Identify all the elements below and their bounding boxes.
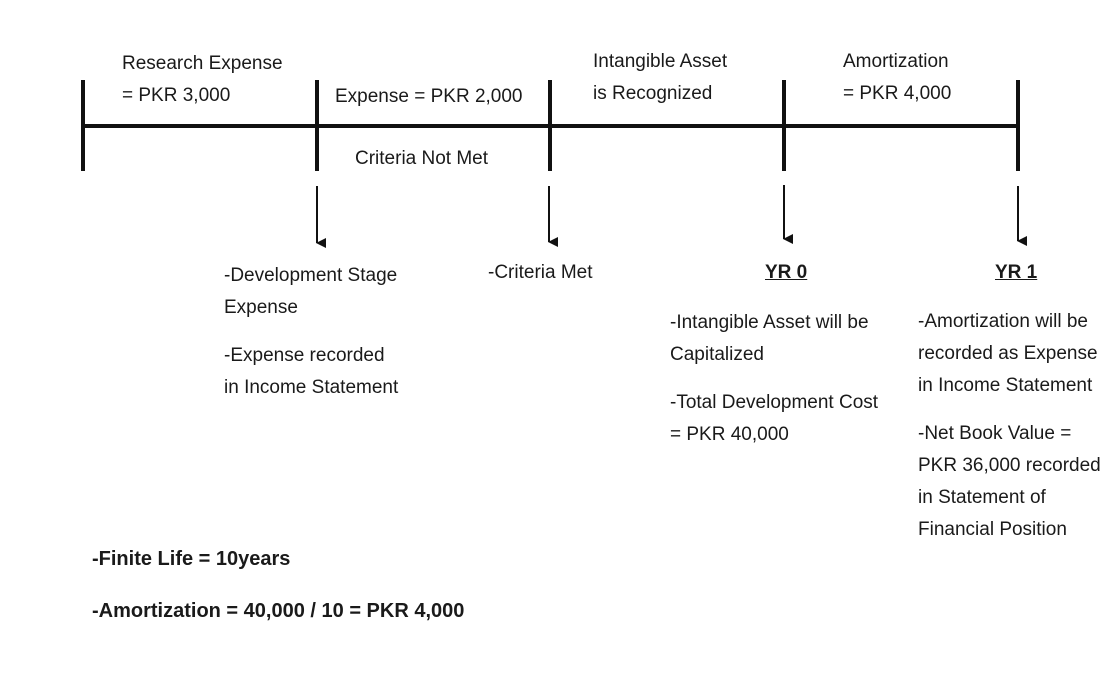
note-line: PKR 36,000 recorded (918, 455, 1101, 476)
yr0-heading: YR 0 (765, 262, 808, 283)
development-expense-label: Expense = PKR 2,000 (335, 86, 523, 107)
segment-line: is Recognized (593, 83, 713, 104)
note-line: -Intangible Asset will be (670, 312, 869, 333)
research-expense-label (122, 48, 283, 112)
development-stage-notes (224, 260, 398, 404)
amortization-calc-note: -Amortization = 40,000 / 10 = PKR 4,000 (92, 600, 465, 622)
note-line: recorded as Expense (918, 343, 1098, 364)
segment-line: Research Expense (122, 53, 283, 74)
note-line: -Net Book Value = (918, 423, 1072, 444)
segment-line: = PKR 3,000 (122, 85, 231, 106)
note-line: -Expense recorded (224, 345, 385, 366)
criteria-met-note: -Criteria Met (488, 262, 593, 283)
yr0-notes (670, 307, 878, 451)
note-line: = PKR 40,000 (670, 424, 789, 445)
segment-line: = PKR 4,000 (843, 83, 952, 104)
note-line: in Income Statement (918, 375, 1093, 396)
note-line: Expense (224, 297, 298, 318)
note-line: in Statement of (918, 487, 1046, 508)
note-line: in Income Statement (224, 377, 399, 398)
amortization-label (843, 46, 951, 110)
finite-life-note: -Finite Life = 10years (92, 548, 291, 570)
criteria-not-met-label: Criteria Not Met (355, 148, 489, 169)
note-line: -Amortization will be (918, 311, 1088, 332)
segment-line: Amortization (843, 51, 949, 72)
yr1-heading: YR 1 (995, 262, 1038, 283)
note-line: -Total Development Cost (670, 392, 879, 413)
note-line: Capitalized (670, 344, 764, 365)
segment-line: Intangible Asset (593, 51, 728, 72)
yr1-notes (918, 306, 1101, 546)
note-line: -Development Stage (224, 265, 398, 286)
intangible-asset-label (593, 46, 727, 110)
note-line: Financial Position (918, 519, 1067, 540)
